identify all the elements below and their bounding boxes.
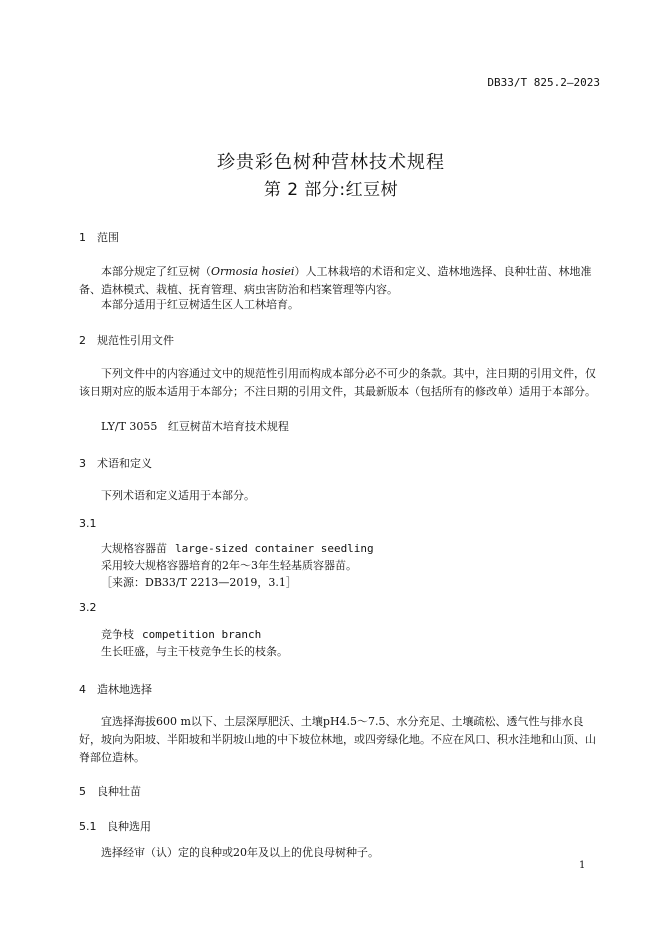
section-title: 造林地选择	[97, 683, 152, 696]
section-number: 4	[79, 683, 86, 696]
section-1-heading	[79, 229, 119, 245]
section-title: 规范性引用文件	[97, 334, 174, 347]
section-2-heading	[79, 332, 174, 348]
subsection-number: 5.1	[79, 820, 97, 833]
normative-reference	[101, 418, 289, 436]
latin-name: Ormosia hosiei	[211, 265, 295, 278]
section-3-heading	[79, 455, 152, 471]
term-english: large-sized container seedling	[175, 542, 374, 555]
section-1-paragraph-2: 本部分适用于红豆树适生区人工林培育。	[101, 298, 299, 311]
section-3-intro: 下列术语和定义适用于本部分。	[101, 489, 255, 502]
section-number: 5	[79, 785, 86, 798]
term-3-2-heading	[101, 626, 261, 644]
term-chinese: 竞争枝	[101, 628, 134, 641]
paragraph-text: ）人工林栽培的术语和定义、造林地选择、良种壮苗、林地准备、造林模式、栽植、抚育管理、病虫害防治和档案管理等内容。	[79, 265, 592, 296]
reference-title: 红豆树苗木培育技术规程	[167, 420, 289, 433]
term-3-2-number: 3.2	[79, 601, 97, 614]
section-title: 范围	[97, 231, 119, 244]
reference-code: LY/T 3055	[101, 420, 158, 433]
section-title: 术语和定义	[97, 457, 152, 470]
paragraph-text: 本部分规定了红豆树（	[101, 265, 211, 278]
subsection-title: 良种选用	[107, 820, 151, 833]
page-number: 1	[579, 860, 586, 871]
section-5-1-heading	[79, 818, 151, 834]
section-title: 良种壮苗	[97, 785, 141, 798]
term-chinese: 大规格容器苗	[101, 542, 167, 555]
section-1-paragraph-1	[79, 263, 603, 299]
section-5-1-paragraph-1: 选择经审（认）定的良种或20年及以上的优良母树种子。	[101, 846, 379, 859]
doc-subtitle: 第 2 部分:红豆树	[263, 180, 399, 200]
term-3-1-number: 3.1	[79, 517, 97, 530]
term-english: competition branch	[142, 628, 262, 641]
section-4-paragraph-1: 宜选择海拔600 m以下、土层深厚肥沃、土壤pH4.5～7.5、水分充足、土壤疏松、透气性与排水良好，坡向为阳坡、半阳坡和半阴坡山地的中下坡位林地，或四旁绿化地。不应在风口、积水洼地和山顶、山脊部位造林。	[79, 715, 596, 764]
section-number: 2	[79, 334, 86, 347]
term-3-2-definition: 生长旺盛，与主干枝竞争生长的枝条。	[101, 645, 288, 658]
section-number: 3	[79, 457, 86, 470]
std-code: DB33/T 825.2—2023	[487, 76, 600, 89]
term-3-1-definition: 采用较大规格容器培育的2年～3年生轻基质容器苗。	[101, 559, 357, 572]
section-2-paragraph-1: 下列文件中的内容通过文中的规范性引用而构成本部分必不可少的条款。其中，注日期的引用文件，仅该日期对应的版本适用于本部分；不注日期的引用文件，其最新版本（包括所有的修改单）适用于本部分。	[79, 367, 596, 398]
doc-title: 珍贵彩色树种营林技术规程	[217, 152, 445, 173]
section-number: 1	[79, 231, 86, 244]
section-4-heading	[79, 681, 152, 697]
term-3-1-heading	[101, 540, 374, 558]
section-5-heading	[79, 783, 141, 799]
term-3-1-source: ［来源：DB33/T 2213—2019，3.1］	[101, 576, 297, 589]
